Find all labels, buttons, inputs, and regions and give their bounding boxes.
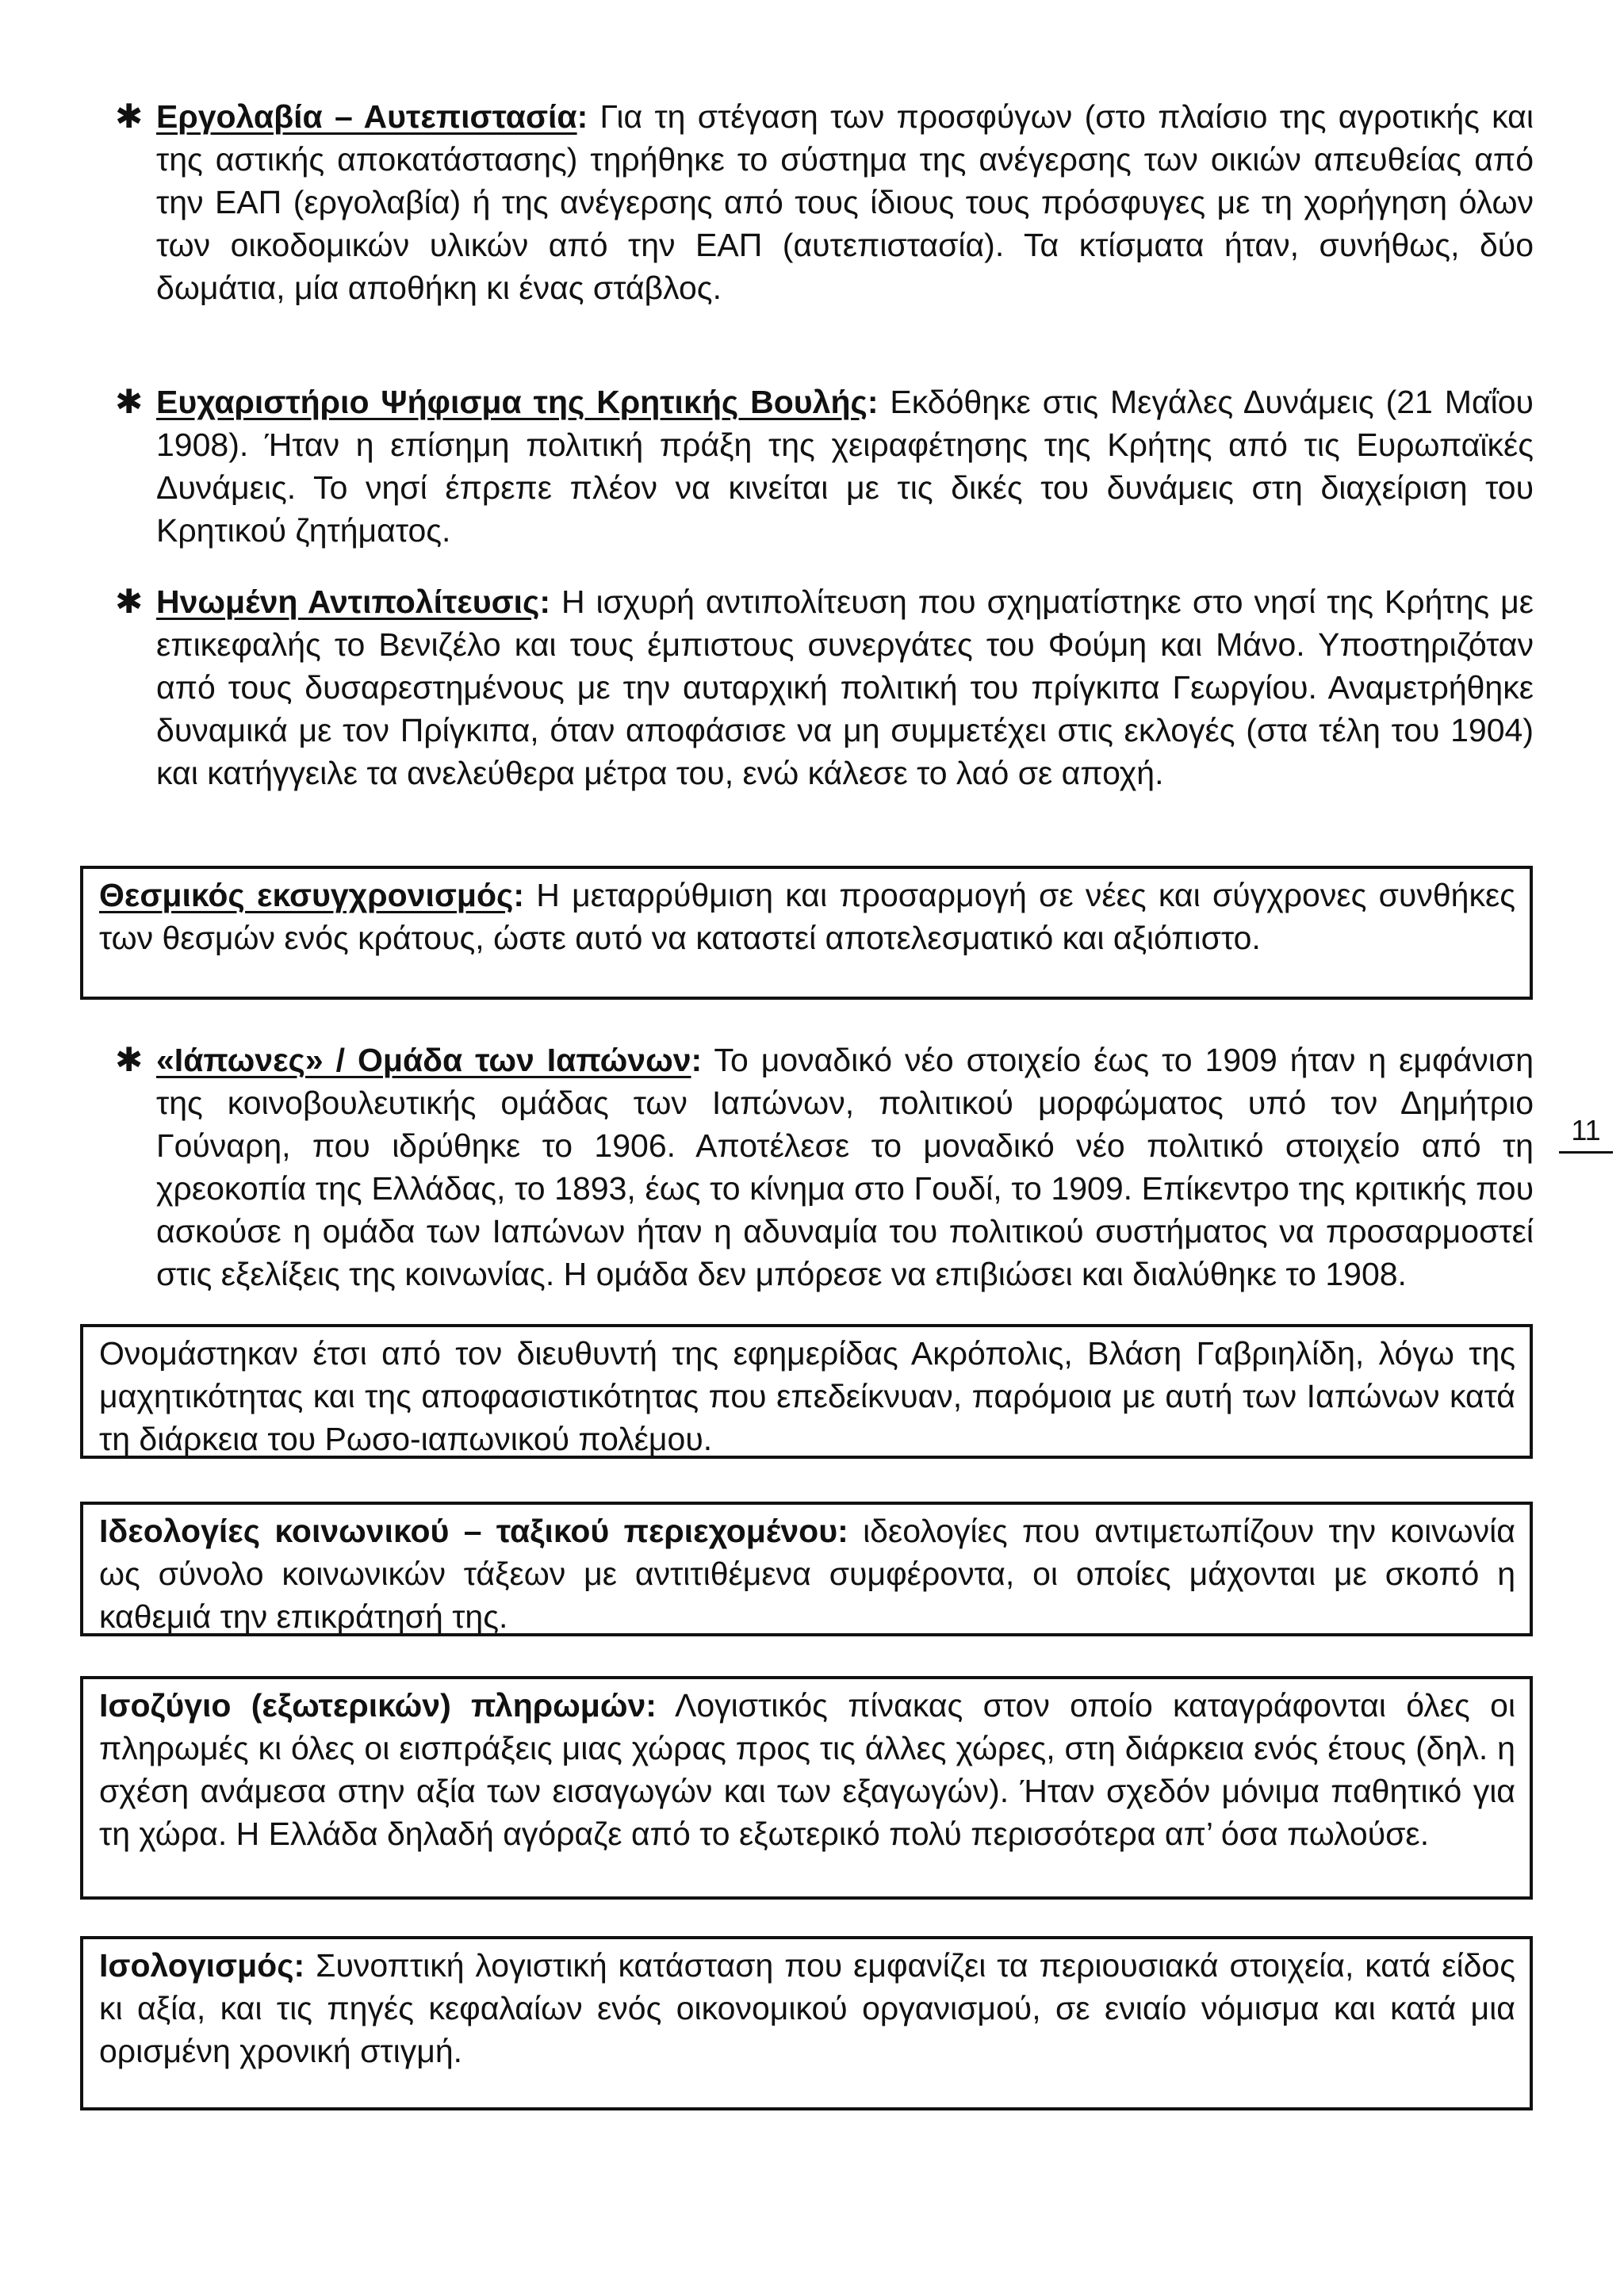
asterisk-bullet-icon: ✱ bbox=[115, 383, 144, 420]
entry-iapones bbox=[115, 1039, 1534, 1295]
box-text: Συνοπτική λογιστική κατάσταση που εμφανίζει τα περιουσιακά στοιχεία, κατά είδος κι αξία, και τις πηγές κεφαλαίων ενός οικονομικού οργανισμού, σε ενιαίο νόμισμα και κατά μια ορισμένη χρονική στιγμή. bbox=[99, 1947, 1515, 2069]
entry-text: Εκδόθηκε στις Μεγάλες Δυνάμεις (21 Μαΐου 1908). Ήταν η επίσημη πολιτική πράξη της χειραφέτησης της Κρήτης από τις Ευρωπαϊκές Δυνάμεις. Το νησί έπρεπε πλέον να κινείται με τις δικές του δυνάμεις στη διαχείριση του Κρητικού ζητήματος. bbox=[156, 384, 1534, 549]
box-term: Ισολογισμός: bbox=[99, 1947, 305, 1984]
box-term: Ισοζύγιο (εξωτερικών) πληρωμών: bbox=[99, 1687, 657, 1724]
asterisk-bullet-icon: ✱ bbox=[115, 98, 144, 135]
definition-box-ideologies bbox=[80, 1502, 1533, 1636]
entry-colon: : bbox=[867, 384, 879, 420]
box-text: Ονομάστηκαν έτσι από τον διευθυντή της εφημερίδας Ακρόπολις, Βλάση Γαβριηλίδη, λόγω της μαχητικότητας και της αποφασιστικότητας που επεδείκνυαν, παρόμοια με αυτή των Ιαπώνων κατά τη διάρκεια του Ρωσο-ιαπωνικού πολέμου. bbox=[99, 1335, 1515, 1457]
entry-term: Εργολαβία – Αυτεπιστασία bbox=[156, 98, 577, 135]
entry-text: Το μοναδικό νέο στοιχείο έως το 1909 ήταν η εμφάνιση της κοινοβουλευτικής ομάδας των Ιαπώνων, πολιτικού μορφώματος υπό τον Δημήτριο Γούναρη, που ιδρύθηκε το 1906. Αποτέλεσε το μοναδικό νέο πολιτικό στοιχείο από τη χρεοκοπία της Ελλάδας, το 1893, έως το κίνημα στο Γουδί, το 1909. Επίκεντρο της κριτικής που ασκούσε η ομάδα των Ιαπώνων ήταν η αδυναμία του πολιτικού συστήματος να προσαρμοστεί στις εξελίξεις της κοινωνίας. Η ομάδα δεν μπόρεσε να επιβιώσει και διαλύθηκε το 1908. bbox=[156, 1042, 1534, 1292]
entry-text: Για τη στέγαση των προσφύγων (στο πλαίσιο της αγροτικής και της αστικής αποκατάστασης) τηρήθηκε το σύστημα της ανέγερσης των οικιών απευθείας από την ΕΑΠ (εργολαβία) ή της ανέγερσης από τους ίδιους τους πρόσφυγες με τη χορήγηση όλων των οικοδομικών υλικών από την ΕΑΠ (αυτεπιστασία). Τα κτίσματα ήταν, συνήθως, δύο δωμάτια, μία αποθήκη κι ένας στάβλος. bbox=[156, 98, 1534, 306]
entry-ergolavia bbox=[115, 95, 1534, 309]
definition-box-thesmikos bbox=[80, 866, 1533, 1000]
page-number: 11 bbox=[1559, 1113, 1613, 1154]
entry-text: Η ισχυρή αντιπολίτευση που σχηματίστηκε στο νησί της Κρήτης με επικεφαλής το Βενιζέλο και τους έμπιστους συνεργάτες του Φούμη και Μάνο. Υποστηριζόταν από τους δυσαρεστημένους με την αυταρχική πολιτική του πρίγκιπα Γεωργίου. Αναμετρήθηκε δυναμικά με τον Πρίγκιπα, όταν αποφάσισε να μη συμμετέχει στις εκλογές (στα τέλη του 1904) και κατήγγειλε τα ανελεύθερα μέτρα του, ενώ κάλεσε το λαό σε αποχή. bbox=[156, 584, 1534, 791]
box-term: Ιδεολογίες κοινωνικού – ταξικού περιεχομένου: bbox=[99, 1513, 848, 1549]
asterisk-bullet-icon: ✱ bbox=[115, 1041, 144, 1078]
definition-box-isologismos bbox=[80, 1936, 1533, 2110]
box-text: Η μεταρρύθμιση και προσαρμογή σε νέες και σύγχρονες συνθήκες των θεσμών ενός κράτους, ώστε αυτό να καταστεί αποτελεσματικό και αξιόπιστο. bbox=[99, 877, 1515, 956]
entry-colon: : bbox=[539, 584, 550, 620]
asterisk-bullet-icon: ✱ bbox=[115, 583, 144, 620]
entry-term: Ευχαριστήριο Ψήφισμα της Κρητικής Βουλής bbox=[156, 384, 868, 420]
box-text: Λογιστικός πίνακας στον οποίο καταγράφονται όλες οι πληρωμές κι όλες οι εισπράξεις μιας χώρας προς τις άλλες χώρες, στη διάρκεια ενός έτους (δηλ. η σχέση ανάμεσα στην αξία των εισαγωγών και των εξαγωγών). Ήταν σχεδόν μόνιμα παθητικό για τη χώρα. Η Ελλάδα δηλαδή αγόραζε από το εξωτερικό πολύ περισσότερα απ’ όσα πωλούσε. bbox=[99, 1687, 1515, 1852]
entry-inomeni-antipoliteusis bbox=[115, 580, 1534, 794]
entry-colon: : bbox=[691, 1042, 703, 1078]
note-box-iapones bbox=[80, 1324, 1533, 1459]
entry-eucharistirio-psifisma bbox=[115, 381, 1534, 552]
entry-term: Ηνωμένη Αντιπολίτευσις bbox=[156, 584, 540, 620]
entry-colon: : bbox=[576, 98, 588, 135]
box-text: ιδεολογίες που αντιμετωπίζουν την κοινωνία ως σύνολο κοινωνικών τάξεων με αντιτιθέμενα συμφέροντα, οι οποίες μάχονται με σκοπό η καθεμιά την επικράτησή της. bbox=[99, 1513, 1515, 1635]
entry-term: «Ιάπωνες» / Ομάδα των Ιαπώνων bbox=[156, 1042, 691, 1078]
box-term: Θεσμικός εκσυγχρονισμός bbox=[99, 877, 514, 913]
definition-box-isozygio bbox=[80, 1676, 1533, 1900]
box-colon: : bbox=[513, 877, 525, 913]
